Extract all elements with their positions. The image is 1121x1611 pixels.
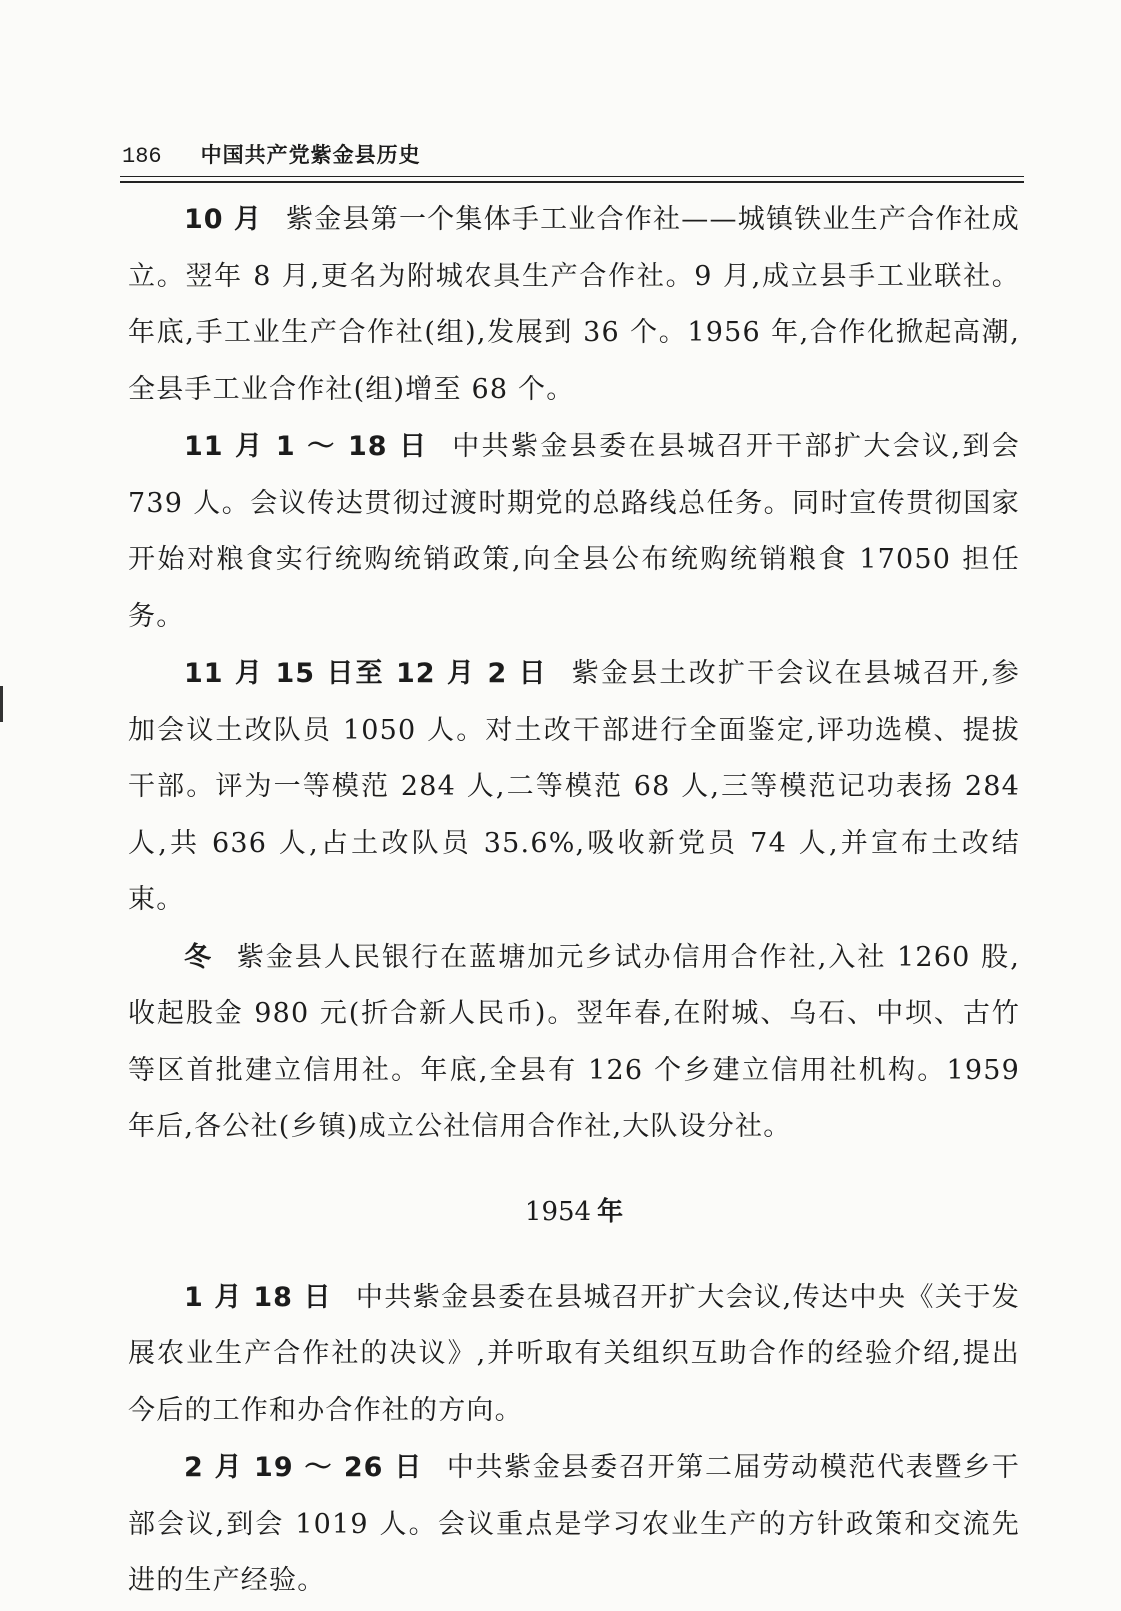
chronicle-entry [128,192,1020,418]
page-number: 186 [122,144,162,169]
running-header [122,140,1022,170]
entry-text: 中共紫金县委召开第二届劳动模范代表暨乡干部会议,到会 1019 人。会议重点是学习农业生产的方针政策和交流先进的生产经验。 [128,1452,1021,1596]
chronicle-entry [128,419,1020,645]
chronicle-entry [128,1270,1020,1440]
chronicle-entry [128,930,1020,1156]
entry-date: 2 月 19 ～ 26 日 [184,1452,423,1483]
entry-text: 紫金县第一个集体手工业合作社——城镇铁业生产合作社成立。翌年 8 月,更名为附城农具生产合作社。9 月,成立县手工业联社。年底,手工业生产合作社(组),发展到 36 个。1956 年,合作化掀起高潮,全县手工业合作社(组)增至 68 个。 [128,204,1020,405]
year-heading [128,1184,1020,1240]
chronicle-entry [128,1440,1020,1610]
year-number: 1954 [524,1196,592,1227]
entry-text: 紫金县土改扩干会议在县城召开,参加会议土改队员 1050 人。对土改干部进行全面鉴定,评功选模、提拔干部。评为一等模范 284 人,二等模范 68 人,三等模范记功表扬 284 人,共 636 人,占土改队员 35.6%,吸收新党员 74 人,并宣布土改结束。 [128,658,1020,915]
entry-date: 10 月 [184,204,263,235]
main-text [128,192,1020,1611]
entry-text: 中共紫金县委在县城召开干部扩大会议,到会 739 人。会议传达贯彻过渡时期党的总路线总任务。同时宣传贯彻国家开始对粮食实行统购统销政策,向全县公布统购统销粮食 17050 担任务。 [128,431,1020,632]
chronicle-entry [128,646,1020,929]
scan-edge-mark [0,686,3,722]
entry-date: 1 月 18 日 [184,1281,332,1313]
entry-date: 11 月 15 日至 12 月 2 日 [184,658,548,689]
header-rule-thin [120,176,1024,177]
entry-text: 紫金县人民银行在蓝塘加元乡试办信用合作社,入社 1260 股,收起股金 980 元(折合新人民币)。翌年春,在附城、乌石、中坝、古竹等区首批建立信用社。年底,全县有 126 个乡建立信用社机构。1959 年后,各公社(乡镇)成立公社信用合作社,大队设分社。 [128,941,1020,1142]
entry-date: 11 月 1 ～ 18 日 [184,431,429,462]
header-rule-thick [120,181,1024,183]
entry-date: 冬 [184,941,213,973]
year-suffix: 年 [597,1196,624,1227]
entry-text: 中共紫金县委在县城召开扩大会议,传达中央《关于发展农业生产合作社的决议》,并听取有关组织互助合作的经验介绍,提出今后的工作和办合作社的方向。 [128,1281,1020,1426]
book-title: 中国共产党紫金县历史 [200,142,421,167]
